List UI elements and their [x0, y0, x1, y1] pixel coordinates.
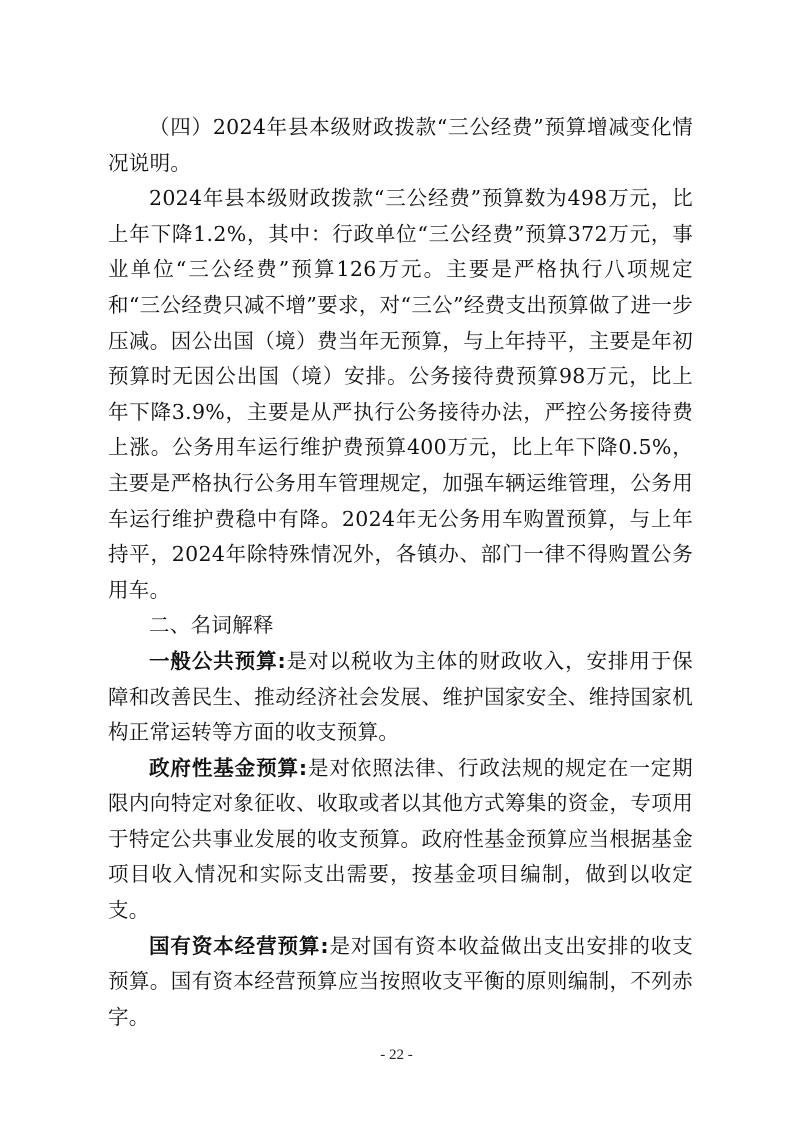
glossary-entry-state-capital-budget — [108, 929, 693, 1036]
glossary-term: 一般公共预算: — [149, 648, 287, 673]
glossary-entry-fund-budget — [108, 751, 693, 929]
glossary-definition: 是对以税收为主体的财政收入，安排用于保障和改善民生、推动经济社会发展、维护国家安全、维持国家机构正常运转等方面的收支预算。 — [108, 648, 693, 745]
glossary-definition: 是对依照法律、行政法规的规定在一定期限内向特定对象征收、收取或者以其他方式筹集的资金，专项用于特定公共事业发展的收支预算。政府性基金预算应当根据基金项目收入情况和实际支出需要，按基金项目编制，做到以收定支。 — [108, 755, 693, 923]
page-number: - 22 - — [380, 1047, 413, 1063]
glossary-heading: 二、名词解释 — [149, 613, 274, 638]
glossary-term: 国有资本经营预算: — [149, 933, 329, 958]
section-title: （四）2024年县本级财政拨款“三公经费”预算增减变化情况说明。 — [108, 115, 693, 175]
page-body — [108, 110, 693, 1035]
glossary-definition: 是对国有资本收益做出支出安排的收支预算。国有资本经营预算应当按照收支平衡的原则编制，不列赤字。 — [108, 933, 693, 1029]
glossary-term: 政府性基金预算: — [149, 755, 308, 780]
explanation-paragraph: 2024年县本级财政拨款“三公经费”预算数为498万元，比上年下降1.2%，其中：行政单位“三公经费”预算372万元，事业单位“三公经费”预算126万元。主要是严格执行八项规定和“三公经费只减不增”要求，对“三公”经费支出预算做了进一步压减。因公出国（境）费当年无预算，与上年持平，主要是年初预算时无因公出国（境）安排。公务接待费预算98万元，比上年下降3.9%，主要是从严执行公务接待办法，严控公务接待费上涨。公务用车运行维护费预算400万元，比上年下降0.5%，主要是严格执行公务用车管理规定，加强车辆运维管理，公务用车运行维护费稳中有降。2024年无公务用车购置预算，与上年持平，2024年除特殊情况外，各镇办、部门一律不得购置公务用车。 — [108, 186, 693, 602]
glossary-entry-general-budget — [108, 644, 693, 751]
